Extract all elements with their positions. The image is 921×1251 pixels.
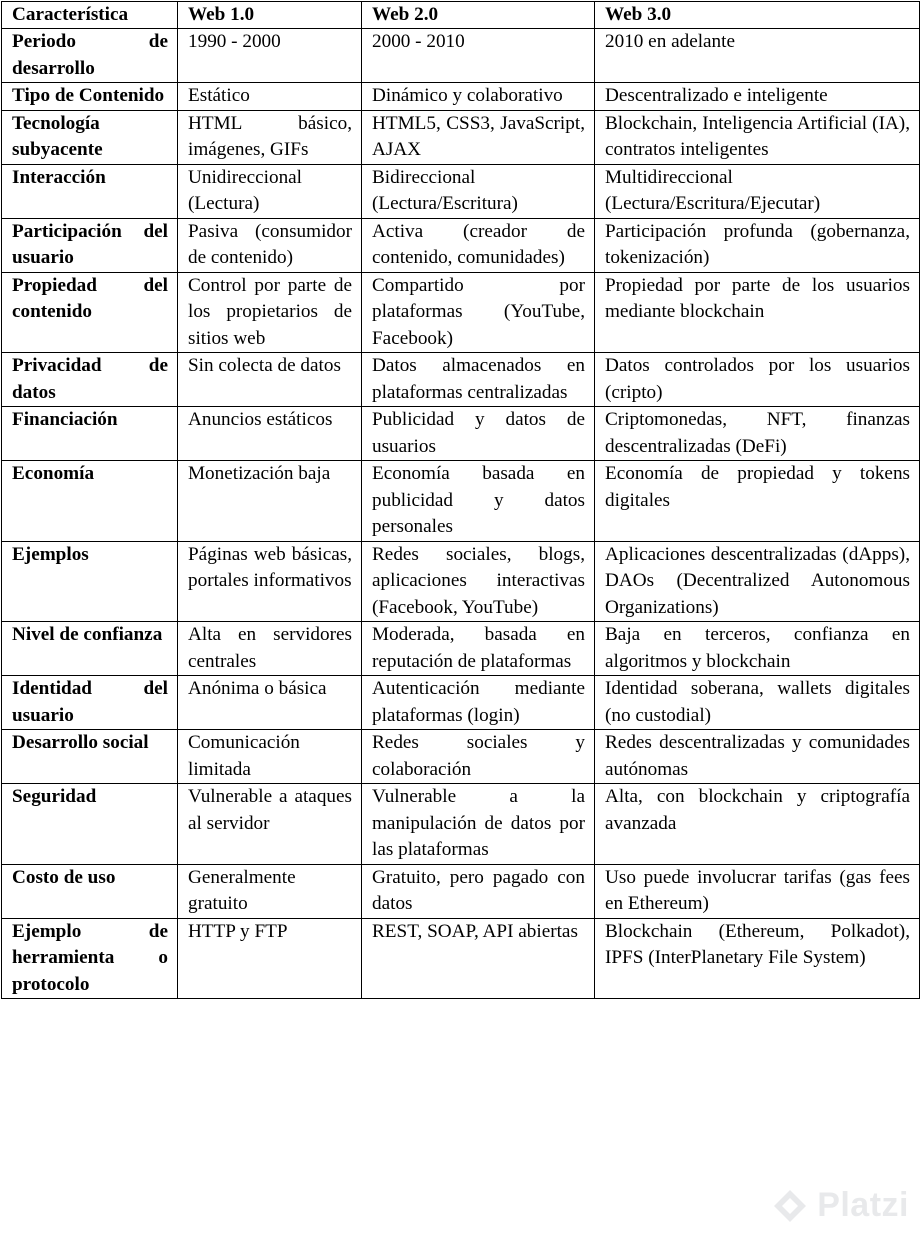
- web3-cell: Redes descentralizadas y comunidades autónomas: [595, 730, 920, 784]
- web1-cell: Anónima o básica: [178, 676, 362, 730]
- web1-cell: Páginas web básicas, portales informativos: [178, 541, 362, 622]
- web2-cell: REST, SOAP, API abiertas: [362, 918, 595, 999]
- table-row: [2, 164, 920, 218]
- web2-cell: HTML5, CSS3, JavaScript, AJAX: [362, 110, 595, 164]
- web3-cell: Uso puede involucrar tarifas (gas fees en Ethereum): [595, 864, 920, 918]
- web1-cell: Anuncios estáticos: [178, 407, 362, 461]
- header-web3: Web 3.0: [595, 2, 920, 29]
- table-row: [2, 353, 920, 407]
- table-row: [2, 730, 920, 784]
- web3-cell: Participación profunda (gobernanza, tokenización): [595, 218, 920, 272]
- web3-cell: Economía de propiedad y tokens digitales: [595, 461, 920, 542]
- web3-cell: Blockchain (Ethereum, Polkadot), IPFS (InterPlanetary File System): [595, 918, 920, 999]
- web2-cell: Vulnerable a la manipulación de datos por las plataformas: [362, 784, 595, 865]
- table-header: [2, 2, 920, 29]
- web1-cell: Pasiva (consumidor de contenido): [178, 218, 362, 272]
- web1-cell: Unidireccional (Lectura): [178, 164, 362, 218]
- web1-cell: Estático: [178, 83, 362, 111]
- feature-cell: Seguridad: [2, 784, 178, 865]
- web1-cell: 1990 - 2000: [178, 29, 362, 83]
- web3-cell: Identidad soberana, wallets digitales (no custodial): [595, 676, 920, 730]
- comparison-table: [1, 1, 920, 999]
- table-row: [2, 784, 920, 865]
- web3-cell: 2010 en adelante: [595, 29, 920, 83]
- table-row: [2, 461, 920, 542]
- web3-cell: Criptomonedas, NFT, finanzas descentralizadas (DeFi): [595, 407, 920, 461]
- table-row: [2, 622, 920, 676]
- header-web1: Web 1.0: [178, 2, 362, 29]
- table-row: [2, 272, 920, 353]
- web1-cell: Sin colecta de datos: [178, 353, 362, 407]
- table-row: [2, 110, 920, 164]
- web2-cell: Publicidad y datos de usuarios: [362, 407, 595, 461]
- feature-cell: Privacidad de datos: [2, 353, 178, 407]
- table-row: [2, 407, 920, 461]
- table-body: [2, 29, 920, 999]
- feature-cell: Economía: [2, 461, 178, 542]
- feature-cell: Participación del usuario: [2, 218, 178, 272]
- feature-cell: Costo de uso: [2, 864, 178, 918]
- web3-cell: Descentralizado e inteligente: [595, 83, 920, 111]
- table-row: [2, 29, 920, 83]
- web1-cell: Control por parte de los propietarios de sitios web: [178, 272, 362, 353]
- web2-cell: Gratuito, pero pagado con datos: [362, 864, 595, 918]
- web2-cell: Economía basada en publicidad y datos personales: [362, 461, 595, 542]
- platzi-watermark: [771, 1186, 909, 1225]
- table-row: [2, 918, 920, 999]
- table-row: [2, 676, 920, 730]
- web1-cell: HTTP y FTP: [178, 918, 362, 999]
- web2-cell: Bidireccional (Lectura/Escritura): [362, 164, 595, 218]
- table-row: [2, 218, 920, 272]
- web2-cell: Compartido por plataformas (YouTube, Facebook): [362, 272, 595, 353]
- web1-cell: Comunicación limitada: [178, 730, 362, 784]
- web1-cell: Generalmente gratuito: [178, 864, 362, 918]
- feature-cell: Periodo de desarrollo: [2, 29, 178, 83]
- feature-cell: Ejemplo de herramienta o protocolo: [2, 918, 178, 999]
- web1-cell: Monetización baja: [178, 461, 362, 542]
- feature-cell: Desarrollo social: [2, 730, 178, 784]
- web2-cell: Activa (creador de contenido, comunidades): [362, 218, 595, 272]
- web3-cell: Baja en terceros, confianza en algoritmos y blockchain: [595, 622, 920, 676]
- web1-cell: Alta en servidores centrales: [178, 622, 362, 676]
- web3-cell: Aplicaciones descentralizadas (dApps), DAOs (Decentralized Autonomous Organizations): [595, 541, 920, 622]
- feature-cell: Ejemplos: [2, 541, 178, 622]
- feature-cell: Interacción: [2, 164, 178, 218]
- web3-cell: Multidireccional (Lectura/Escritura/Ejecutar): [595, 164, 920, 218]
- feature-cell: Tecnología subyacente: [2, 110, 178, 164]
- header-web2: Web 2.0: [362, 2, 595, 29]
- web2-cell: Moderada, basada en reputación de plataformas: [362, 622, 595, 676]
- table-row: [2, 541, 920, 622]
- web3-cell: Alta, con blockchain y criptografía avanzada: [595, 784, 920, 865]
- web3-cell: Propiedad por parte de los usuarios mediante blockchain: [595, 272, 920, 353]
- web2-cell: 2000 - 2010: [362, 29, 595, 83]
- feature-cell: Financiación: [2, 407, 178, 461]
- header-caracteristica: Característica: [2, 2, 178, 29]
- platzi-logo-icon: [771, 1187, 809, 1225]
- web3-cell: Blockchain, Inteligencia Artificial (IA), contratos inteligentes: [595, 110, 920, 164]
- header-row: [2, 2, 920, 29]
- feature-cell: Tipo de Contenido: [2, 83, 178, 111]
- web2-cell: Redes sociales, blogs, aplicaciones interactivas (Facebook, YouTube): [362, 541, 595, 622]
- web2-cell: Redes sociales y colaboración: [362, 730, 595, 784]
- web2-cell: Autenticación mediante plataformas (login): [362, 676, 595, 730]
- watermark-text: Platzi: [817, 1186, 909, 1224]
- table-row: [2, 864, 920, 918]
- web2-cell: Dinámico y colaborativo: [362, 83, 595, 111]
- feature-cell: Identidad del usuario: [2, 676, 178, 730]
- feature-cell: Propiedad del contenido: [2, 272, 178, 353]
- web2-cell: Datos almacenados en plataformas centralizadas: [362, 353, 595, 407]
- web1-cell: HTML básico, imágenes, GIFs: [178, 110, 362, 164]
- feature-cell: Nivel de confianza: [2, 622, 178, 676]
- table-row: [2, 83, 920, 111]
- web3-cell: Datos controlados por los usuarios (cripto): [595, 353, 920, 407]
- web1-cell: Vulnerable a ataques al servidor: [178, 784, 362, 865]
